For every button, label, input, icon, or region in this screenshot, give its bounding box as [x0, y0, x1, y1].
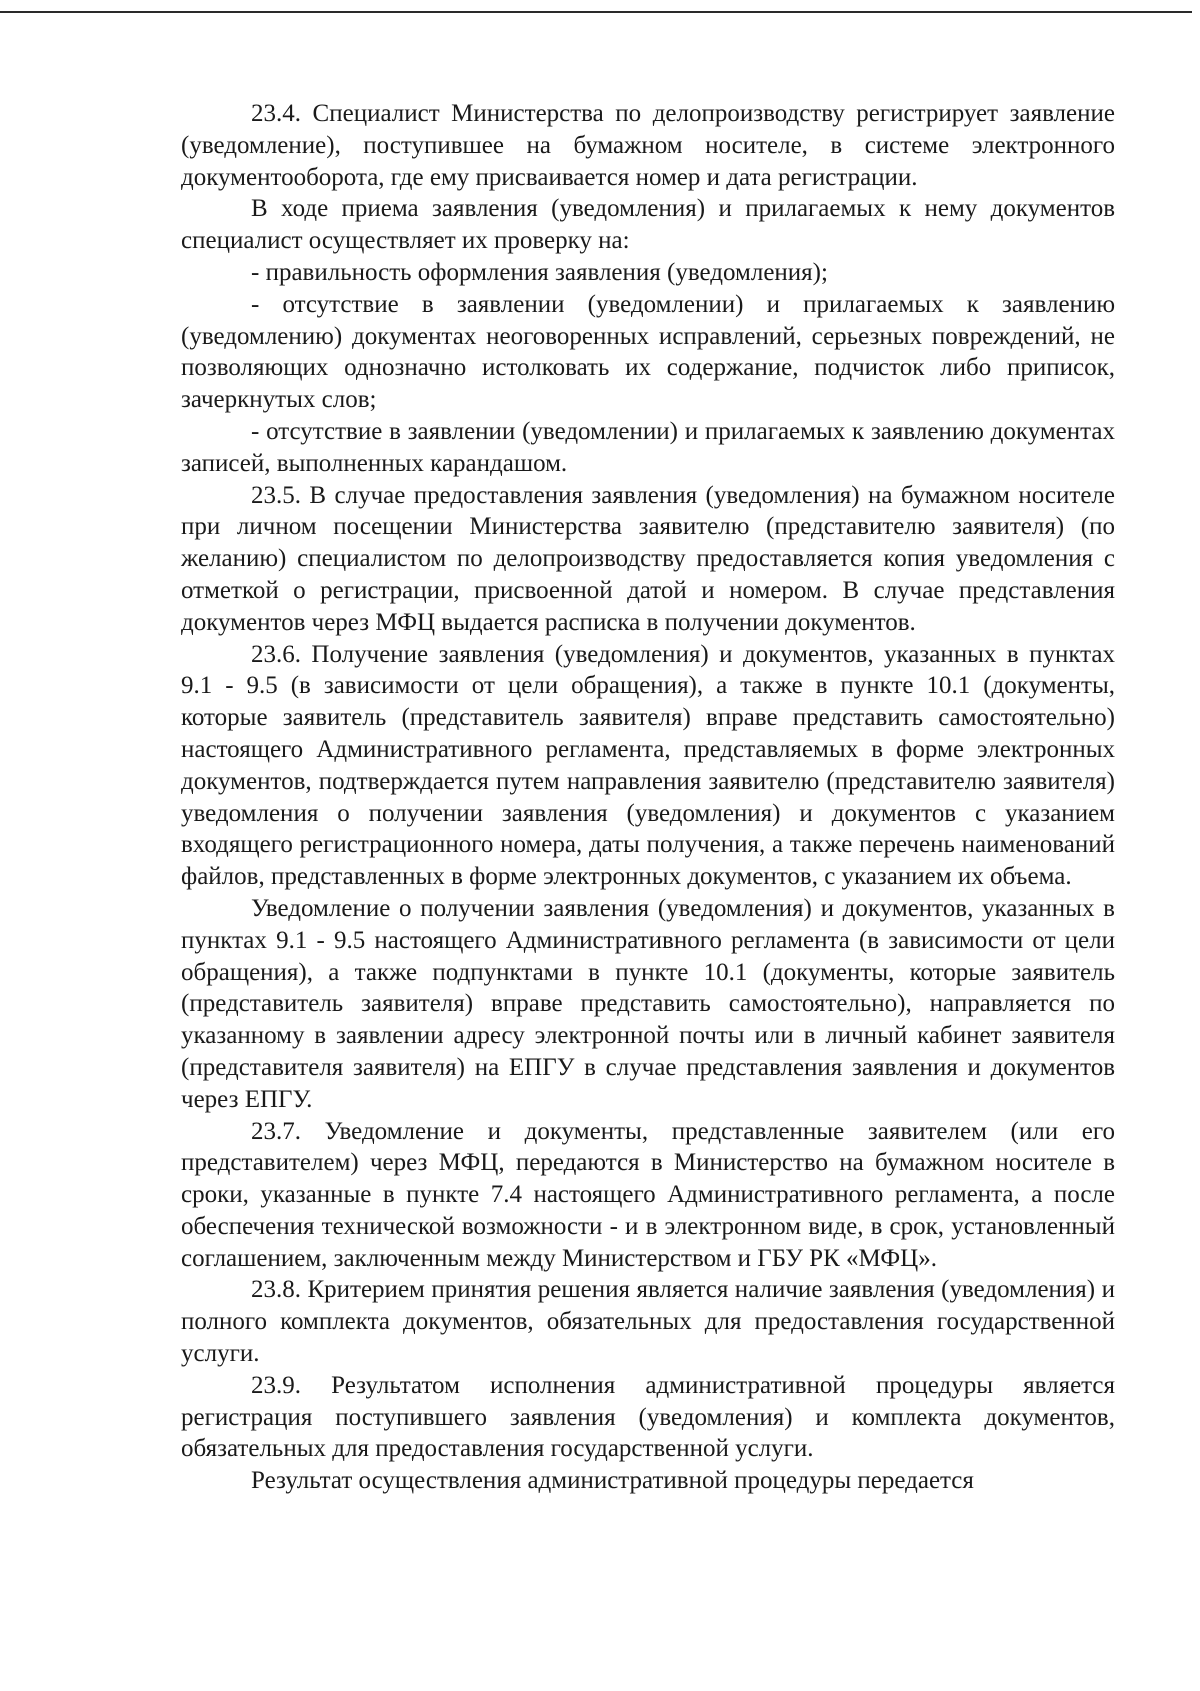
paragraph-23-4: 23.4. Специалист Министерства по делопроизводству регистрирует заявление (уведомление), поступившее на бумажном носителе, в системе электронного документооборота, где ему присваивается номер и дата регистрации.: [181, 100, 1115, 191]
paragraph-result: Результат осуществления административной процедуры передается: [251, 1467, 974, 1495]
paragraph-check-item-2: - отсутствие в заявлении (уведомлении) и прилагаемых к заявлению (уведомлению) документах неоговоренных исправлений, серьезных повреждений, не позволяющих однозначно истолковать их содержание, подчисток либо приписок, зачеркнутых слов;: [181, 290, 1115, 414]
document-body: [181, 98, 1115, 1497]
paragraph-23-5: 23.5. В случае предоставления заявления (уведомления) на бумажном носителе при личном посещении Министерства заявителю (представителю заявителя) (по желанию) специалистом по делопроизводству предоставляется копия уведомления с отметкой о регистрации, присвоенной датой и номером. В случае представления документов через МФЦ выдается расписка в получении документов.: [181, 481, 1115, 636]
paragraph-23-9: 23.9. Результатом исполнения административной процедуры является регистрация поступившего заявления (уведомления) и комплекта документов, обязательных для предоставления государственной услуги.: [181, 1371, 1115, 1463]
paragraph-check-intro: В ходе приема заявления (уведомления) и прилагаемых к нему документов специалист осуществляет их проверку на:: [181, 195, 1115, 255]
paragraph-23-6: 23.6. Получение заявления (уведомления) и документов, указанных в пунктах 9.1 - 9.5 (в зависимости от цели обращения), а также в пункте 10.1 (документы, которые заявитель (представитель заявителя) вправе представить самостоятельно) настоящего Административного регламента, представляемых в форме электронных документов, подтверждается путем направления заявителю (представителю заявителя) уведомления о получении заявления (уведомления) и документов с указанием входящего регистрационного номера, даты получения, а также перечень наименований файлов, представленных в форме электронных документов, с указанием их объема.: [181, 640, 1115, 891]
scan-top-edge-line: [0, 11, 1192, 13]
paragraph-check-item-3: - отсутствие в заявлении (уведомлении) и прилагаемых к заявлению документах записей, выполненных карандашом.: [181, 417, 1115, 477]
paragraph-23-8: 23.8. Критерием принятия решения является наличие заявления (уведомления) и полного комплекта документов, обязательных для предоставления государственной услуги.: [181, 1276, 1115, 1368]
paragraph-23-7: 23.7. Уведомление и документы, представленные заявителем (или его представителем) через МФЦ, передаются в Министерство на бумажном носителе в сроки, указанные в пункте 7.4 настоящего Административного регламента, а после обеспечения технической возможности - и в электронном виде, в срок, установленный соглашением, заключенным между Министерством и ГБУ РК «МФЦ».: [181, 1117, 1115, 1272]
paragraph-notification: Уведомление о получении заявления (уведомления) и документов, указанных в пунктах 9.1 - 9.5 настоящего Административного регламента (в зависимости от цели обращения), а также подпунктами в пункте 10.1 (документы, которые заявитель (представитель заявителя) вправе представить самостоятельно), направляется по указанному в заявлении адресу электронной почты или в личный кабинет заявителя (представителя заявителя) на ЕПГУ в случае представления заявления и документов через ЕПГУ.: [181, 894, 1115, 1113]
paragraph-check-item-1: - правильность оформления заявления (уведомления);: [251, 258, 828, 286]
